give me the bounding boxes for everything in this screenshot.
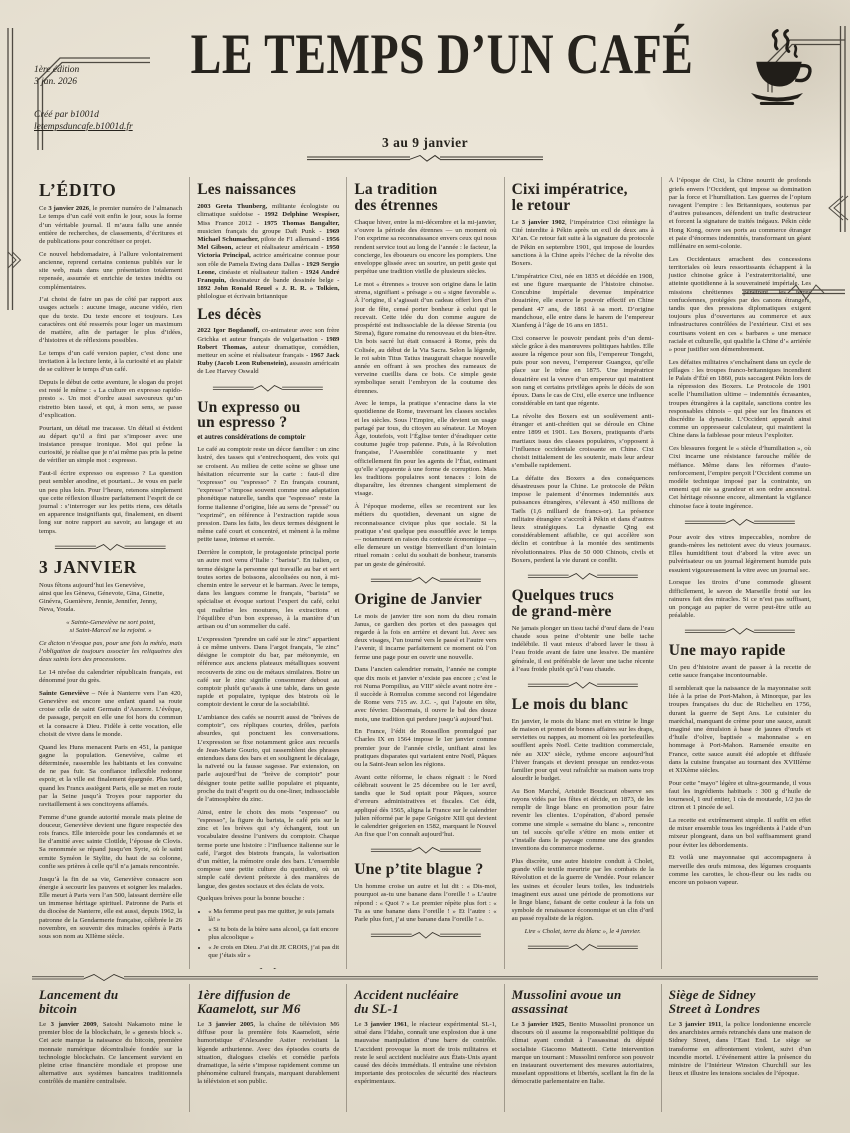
article-origine-janvier (354, 592, 496, 840)
article-heading: Siège de Sidney Street à Londres (668, 987, 761, 1017)
paragraph: Le 3 janvier 1961, le réacteur expérimental SL-1, situé dans l’Idaho, connaît une explosion due à une mauvaise manipulation d’une barre de contrôle. L’accident provoque la mort de trois militaires et reste le seul accident nucléaire aux États-Unis ayant causé des décès immédiats. Il entraîne une révision importante des protocoles de sécurité des réacteurs expérimentaux. (354, 1020, 497, 1086)
paragraph: L’impératrice Cixi, née en 1835 et décédée en 1908, est une figure marquante de l’histoire chinoise. Concubine impériale devenue impératrice douairière, elle exerce le pouvoir effectif en Chine pendant 47 ans, de 1861 à sa mort. D’origine mandchoue, elle entre dans le harem de l’empereur Xianfeng à l’âge de 16 ans en 1851. (511, 272, 654, 329)
zigzag-divider-ornament (211, 967, 325, 969)
paragraph: Au Bon Marché, Aristide Boucicaut observe ses rayons vidés par les fêtes et décide, en 1873, de les remplir de linge blanc en promotion pour faire revenir les clientes. L’opération, d’abord pensée comme une simple « semaine du blanc », rencontre un tel succès qu’elle s’étire en mois entier et s’installe dans le paysage comme une des grandes inventions du commerce moderne. (511, 787, 654, 853)
paragraph: Chaque hiver, entre la mi-décembre et la mi-janvier, s’ouvre la période des étrennes — un moment où l’on exprime sa reconnaissance envers ceux qui nous rendent service tout au long de l’année : le facteur, la concierge, les éboueurs ou encore les pompiers. Une enveloppe glissée avec un sourire, un petit geste qui perpétue une tradition vieille de plusieurs siècles. (354, 218, 497, 276)
credit-line: Créé par b1001d (34, 109, 99, 120)
article-heading: Un expresso ou un espresso ? (197, 398, 301, 432)
paragraph: J’ai choisi de faire un pas de côté par rapport aux usages actuels : aucune image, aucune vidéo, rien que du texte. Du texte encore et toujours. Les caractères ont été resserrés pour loger un maximum de matière, afin de partager le plus d’idées, d’histoires et de réflexions possibles. (39, 296, 183, 345)
bottom-column-bitcoin (32, 984, 189, 1112)
article-trucs-grand-mere-suite (669, 534, 811, 621)
article-mayo-rapide (669, 643, 811, 887)
article-subtitle: et autres considérations de comptoir (197, 433, 306, 442)
article-heading: Origine de Janvier (354, 590, 482, 608)
paragraph: Le mot « étrennes » trouve son origine dans le latin strena, signifiant « présage » ou « signe favorable ». À l’origine, il s’agissait d’un cadeau offert lors d’un jour de fête, censé porter bonheur à celui qui le recevait. Cette idée du don comme augure de prospérité est indissociable de la déesse Strenia (ou Strena), figure romaine du renouveau et du bien-être. Un bois sacré lui était consacré à Rome, près du Colisée, au début de la Via Sacra. Selon la légende, le roi sabin Titus Tatius inaugurait chaque nouvelle année en offrant à ses proches des rameaux de verveine cueillis dans ce bois. Ce simple geste symbolique serait l’embryon de la coutume des étrennes. (354, 280, 497, 395)
article-heading: Accident nucléaire du SL-1 (354, 987, 459, 1017)
paragraph: En France, l’édit de Roussillon promulgué par Charles IX en 1564 impose le 1er janvier comme premier jour de l’année civile, unifiant ainsi les pratiques disparates qui variaient entre Noël, Pâques ou la Saint-Jean selon les régions. (354, 728, 497, 769)
paragraph: 2003 Greta Thunberg, militante écologiste ou climatique suédoise - 1992 Delphine Wespiser, Miss France 2012 - 1975 Thomas Bangalter, musicien français du groupe Daft Punk - 1969 Michael Schumacher, pilote de F1 allemand - 1956 Mel Gibson, acteur et réalisateur américain - 1950 Victoria Principal, actrice américaine connue pour son rôle de Pamela Ewing dans Dallas - 1929 Sergio Leone, cinéaste et réalisateur italien - 1924 André Franquin, dessinateur de bande dessinée belge - 1892 John Ronald Reuel « J. R. R. » Tolkien, philologue et écrivain britannique (197, 203, 340, 301)
bottom-column-sidney-street (661, 984, 818, 1112)
paragraph: Jusqu’à la fin de sa vie, Geneviève consacre son énergie à secourir les pauvres et soigner les malades. Elle meurt à Paris vers l’an 500, laissant derrière elle un immense héritage spirituel. Patronne de Paris et du diocèse de Nanterre, elle est aussi, depuis 1962, la patronne de la Gendarmerie française, célébrée le 26 novembre, en souvenir des miracles opérés à Paris sous son nom au XIIème siècle. (39, 875, 183, 940)
paragraph: Derrière le comptoir, le protagoniste principal porte un autre mot venu d’Italie : "barista". En italien, ce terme désigne la personne qui travaille au bar et sert toutes sortes de boissons, alcoolisées ou non, à mi-chemin entre le serveur et le barman. Avec le temps, dans les langues comme le français, "barista" se spécialise et évoque surtout l’expert du café, celui qui maîtrise les moutures, les extractions et l’équilibre d’un bon expresso, à la manière d’un artisan ou d’un sommelier du café. (197, 549, 340, 630)
paragraph: Dans l’ancien calendrier romain, l’année ne compte que dix mois et janvier n’existe pas encore ; c’est le roi Numa Pompilius, au VIIIᵉ siècle avant notre ère - il succède à Romulus comme second roi légendaire de Rome vers 715 av. J.C. -, qui l’ajoute en tête, avec février. Désormais, il ouvre le bal des douze mois, une tradition qui perdure jusqu’à aujourd’hui. (354, 666, 497, 723)
article-edito (39, 182, 182, 535)
article-heading: Une p’tite blague ? (354, 861, 484, 879)
paragraph: Sainte Geneviève – Née à Nanterre vers l’an 420, Geneviève est encore une enfant quand sa route croise celle de saint Germain d’Auxerre. L’évêque, de passage, perçoit en elle une foi hors du commun et la consacre à Dieu. Fidèle à cette vocation, elle choisit de vivre dans le monde. (39, 689, 183, 738)
article-heading: La tradition des étrennes (354, 181, 438, 215)
article-heading: 3 JANVIER (39, 556, 138, 577)
paragraph: Le café au comptoir reste un décor familier : un zinc lustré, des tasses qui s’entrechoquent, des voix qui se croisent. Au milieu de cette scène se glisse une hésitation récurrente sur la carte : faut-il dire "expresso" ou "espresso" ? En français courant, "expresso" s’impose souvent comme une adaptation phonétique naturelle, tandis que "espresso" reste la forme italienne d’origine, liée au sens de "pressé" ou "exprimé", en référence à l’extraction rapide sous pression. Dans les faits, les deux termes désignent le même café court et concentré, et mènent à la même petite tasse, intense et serrée. (197, 446, 340, 544)
website-link[interactable]: letempsduncafe.b1001d.fr (34, 122, 133, 133)
issue-date-range: 3 au 9 janvier (381, 135, 469, 151)
bullet-item: • « Ma femme peut pas me quitter, je suis jamais là! » (208, 908, 339, 924)
paragraph: Ne jamais plonger un tissu taché d’œuf dans de l’eau chaude sous peine d’obtenir une belle tache indélébile. Il vaut mieux d’abord laver le tissu à l’eau froide avant de faire une lessive. De manière générale, il est préférable de laver une tache récente à l’eau froide plutôt qu’à l’eau chaude. (511, 624, 654, 673)
paragraph: Ainsi, entre le choix des mots "expresso" ou "espresso", la figure du barista, le café pris sur le zinc et les brèves qui s’y échangent, tout un vocabulaire dessine l’univers du comptoir. Chaque terme porte une histoire : l’influence italienne sur le café, l’argot des bistrots français, la valorisation d’un métier, la mémoire orale des bars. L’ensemble compose une petite culture du quotidien, où un simple café devient prétexte à des manières de langue, des gestes sociaux et des éclats de voix. (197, 808, 340, 890)
zigzag-divider-ornament (369, 846, 483, 855)
paragraph: Le 3 janvier 1925, Benito Mussolini prononce un discours où il assume la responsabilité politique du climat ayant conduit à l’assassinat du député socialiste Giacomo Matteotti. Cette intervention marque un tournant : Mussolini renforce son pouvoir en instaurant ouvertement des mesures autoritaires, muselant oppositions et libertés, scellant la fin de la démocratie parlementaire en Italie. (511, 1020, 654, 1086)
bottom-column-kaamelott (189, 984, 346, 1112)
article-sl1 (354, 988, 496, 1086)
article-etrennes (354, 182, 496, 568)
paragraph: Ce 3 janvier 2026, le premier numéro de l’almanach Le temps d’un café voit enfin le jour, sous la forme d’un véritable journal. Il m’aura fallu une année entière de recherches, de classements, d’écritures et de publications pour concrétiser ce projet. (39, 205, 183, 246)
paragraph: À l’époque moderne, elles se recentrent sur les métiers du quotidien, devenant un signe de reconnaissance civique plus que sociale. Si la pratique s’est quelque peu essoufflée avec le temps — notamment en raison du contexte économique —, elle demeure un vestige bienveillant d’un lointain rituel romain : celui du souhait de bonheur, transmis par un geste de générosité. (354, 503, 497, 568)
article-heading: Cixi impératrice, le retour (511, 181, 628, 215)
edition-date: 3 jan. 2026 (34, 77, 78, 88)
paragraph: Quand les Huns menacent Paris en 451, la panique gagne la population. Geneviève, calme et déterminée, rassemble les habitants et les convainc de ne pas fuir. Sa confiance inflexible redonne espoir, et la ville est finalement épargnée. Plus tard, quand les Francs assiègent Paris, elle se met en route par la Seine jusqu’à Troyes pour rapporter du ravitaillement à ses concitoyens affamés. (39, 743, 183, 808)
paragraph: « Sainte-Geneviève ne sort point, si Saint-Marcel ne la rejoint. » (66, 618, 156, 635)
article-heading: Le mois du blanc (511, 695, 629, 713)
article-blague (354, 862, 496, 924)
bottom-column-sl1 (346, 984, 503, 1112)
article-heading: Mussolini avoue un assassinat (511, 987, 622, 1017)
article-3-janvier (39, 556, 183, 941)
paragraph: Pour avoir des vitres impeccables, nombre de grands-mères les nettoient avec du vieux journaux. Elles humidifient tout d’abord la vitre avec un pulvérisateur ou un journal légèrement humide puis essuient vigoureusement la vitre avec un journal sec. (668, 533, 811, 574)
coffee-cup-icon (738, 28, 816, 109)
paragraph: Un peu d’histoire avant de passer à la recette de cette sauce française incontournable. (668, 664, 811, 680)
bottom-column-mussolini (504, 984, 661, 1112)
bottom-articles (32, 984, 818, 1112)
article-bitcoin (39, 988, 182, 1086)
article-heading: Quelques trucs de grand-mère (511, 587, 614, 620)
paragraph: Ce nouvel hebdomadaire, à l’allure volontairement ancienne, reprend certains contenus publiés sur le site web, mais dans une présentation totalement repensée, assumée et enrichie de textes inédits ou complémentaires. (39, 250, 183, 291)
zigzag-divider-ornament (211, 384, 325, 393)
bullet-item: • « Si tu bois de la bière sans alcool, ça fait encore plus alcoolique » (208, 926, 339, 942)
paragraph: Pourtant, un détail me tracasse. Un détail si évident au départ qu’il a fini par s’imposer avec une insistance presque ironique. Moi qui prône la curiosité, je réalise que je n’ai même pas pris la peine de vérifier un simple mot : expresso. (39, 424, 183, 465)
paragraph: Avec le temps, la pratique s’enracine dans la vie quotidienne de Rome, traversant les classes sociales et les siècles. Sous l’Empire, elle devient un usage partagé par tous, du citoyen au sénateur. Le Moyen Âge, toutefois, voit l’Église tenter d’éradiquer cette coutume jugée trop païenne. Puis, à la Révolution française, l’Assemblée constituante y met officiellement fin pour les agents de l’État, estimant qu’elle s’apparente à une forme de corruption. Mais les traditions populaires sont tenaces : loin de disparaître, les étrennes changent simplement de visage. (354, 400, 497, 498)
paragraph: Les défaites militaires s’enchaînent dans un cycle de pillages : les troupes franco-britanniques incendient le Palais d’Été en 1860, puis saccagent Pékin lors de la répression des Boxers. Le Protocole de 1901 scelle l’humiliation ultime – indemnités écrasantes, troupes étrangères à la capitale, sanctions contre les responsables chinois – qui pèse sur les finances et discrédite la dynastie. L’Occident apparaît ainsi comme un oppresseur calculateur, qui maintient la Chine dans la faiblesse pour mieux l’exploiter. (668, 358, 811, 440)
main-columns (32, 177, 818, 969)
zigzag-divider-ornament (369, 931, 483, 940)
column-4 (504, 177, 661, 969)
paragraph: Le 3 janvier 2005, la chaîne de télévision M6 diffuse pour la première fois Kaamelott, série humoristique d’Alexandre Astier revisitant la légende arthurienne. Avec des épisodes courts de situation, dialogues ciselés et comédie parfois dramatique, la série s’impose rapidement comme un phénomène culturel français, marquant durablement la télévision et son public. (197, 1020, 340, 1086)
column-1 (32, 177, 189, 969)
edition-label: 1ère édition (34, 65, 80, 75)
article-deces (197, 307, 339, 377)
bullet-list (199, 908, 339, 960)
paragraph: Il semblerait que la naissance de la mayonnaise soit liée à la prise de Port-Mahon, à Minorque, par les troupes françaises du duc de Richelieu en 1756, durant la guerre de Sept Ans. Le cuisinier du maréchal, manquant de crème pour une sauce, aurait imaginé une émulsion à base de jaunes d’œufs et d’huile d’olive, baptisée « mahonnaise » en hommage à Port-Mahon. Ramenée ensuite en France, cette sauce aurait été adoptée et diffusée dans la cuisine française au tournant des XVIIIème et XIXème siècles. (668, 685, 811, 775)
paragraph: À l’époque de Cixi, la Chine nourrit de profonds griefs envers l’Occident, qui impose sa domination par la force et l’humiliation. Les guerres de l’opium ravagent l’empire : les Britanniques, soutenus par d’autres puissances, défendent un trafic destructeur et forcent la signature de traités inégaux. Pékin cède Hong Kong, ouvre ses ports au commerce étranger et paie d’énormes indemnités, transformant un géant millénaire en semi-colonie. (668, 177, 811, 250)
article-heading: Les naissances (197, 181, 297, 199)
article-heading: Lancement du bitcoin (39, 987, 119, 1017)
column-2 (189, 177, 346, 969)
zigzag-divider-ornament (683, 627, 797, 636)
paragraph: Un homme croise un autre et lui dit : « Dis-moi, pourquoi as-tu une banane dans l’oreille ! » L’autre répond : « Quoi ? » Le premier répète plus fort : « Tu as une banane dans l’oreille ! » Et l’autre : « Parle plus fort, j’ai une banane dans l’oreille ! ». (354, 883, 497, 923)
masthead-divider-ornament (305, 154, 545, 163)
newspaper-title: LE TEMPS D’UN CAFÉ (190, 22, 694, 86)
paragraph: Lorsque les tiroirs d’une commode glissent difficilement, le savon de Marseille frotté sur les rainures fait des miracles. Si ce n’est pas suffisant, un ponçage au papier de verre peut-être utile au préalable. (668, 579, 811, 620)
paragraph: Plus discrète, une autre histoire conduit à Cholet, grande ville textile meurtrie par les combats de la Révolution et de la guerre de Vendée. Pour relancer les usines et écouler leurs toiles, les industriels imaginent eux aussi une période de promotions sur le linge blanc, faisant de cette couleur à la fois un symbole de renaissance économique et un clin d’œil au passé royaliste de la région. (511, 857, 654, 923)
article-heading: 1ère diffusion de Kaamelott, sur M6 (197, 987, 301, 1017)
paragraph: L’expression "prendre un café sur le zinc" appartient à ce même univers. Dans l’argot français, "le zinc" désigne le comptoir du bar, par métonymie, en référence aux anciens plateaux métalliques souvent recouverts de zinc ou de métaux similaires. Boire un café sur le zinc signifie consommer debout au comptoir plutôt qu’assis à une table, dans un geste rapide et populaire, typique des bistrots où le comptoir devient le cœur de la sociabilité. (197, 635, 340, 709)
zigzag-divider-ornament (526, 943, 640, 952)
paragraph: La défaite des Boxers a des conséquences désastreuses pour la Chine. Le protocole de Pékin impose le paiement d’énormes indemnités aux puissances étrangères, s’élevant à 450 millions de Taëls (1,6 milliard de francs-or). La présence militaire étrangère s’accroît à Pékin et dans d’autres lieux stratégiques. La dynastie Qing est considérablement affaiblie, ce qui accélère son déclin et contribue à la montée des sentiments révolutionnaires. Plus de 50 000 Chinois, civils et Boxers, perdent la vie durant ce conflit. (511, 474, 654, 564)
zigzag-divider-ornament (683, 518, 797, 527)
article-heading: L’ÉDITO (39, 180, 117, 201)
edition-block (34, 26, 146, 133)
paragraph: Quelques brèves pour la bonne bouche : (197, 895, 305, 903)
zigzag-divider-ornament (369, 576, 483, 585)
bullet-item: • « Je crois en Dieu. J’ai dit JE CROIS, j’ai pas dit que j’étais sûr » (208, 944, 339, 960)
paragraph: Lire « Cholet, terre du blanc », le 4 janvier. (524, 928, 641, 936)
zigzag-divider-ornament (526, 572, 640, 581)
paragraph: En janvier, le mois du blanc met en vitrine le linge de maison et promet de bonnes affaires sur les draps, serviettes ou nappes, au moment où les portefeuilles soufflent après Noël. Cette tradition commerciale, née au XIXᵉ siècle, rythme encore aujourd’hui l’hiver français et devient presque un rendez-vous familier pour qui veut rafraîchir sa maison sans trop alourdir le budget. (511, 717, 654, 783)
article-naissances (197, 182, 339, 301)
paragraph: Femme d’une grande autorité morale mais pleine de douceur, Geneviève devient une figure respectée des rois francs. Elle intercède pour les condamnés et se lie d’amitié avec sainte Clotilde, l’épouse de Clovis. Sa renommée se répand jusqu’en Syrie, où le saint ermite Syméon le Stylite, du haut de sa colonne, confie ses prières à celle qu’il n’a jamais rencontrée. (39, 813, 183, 870)
paragraph: 2022 Igor Bogdanoff, co-animateur avec son frère Grichka et auteur français de vulgarisation - 1989 Robert Thomas, auteur dramatique, comédien, metteur en scène et réalisateur français - 1967 Jack Ruby (Jacob Leon Rubenstein), assassin américain de Lee Harvey Oswald (197, 327, 340, 376)
column-5 (661, 177, 818, 969)
paragraph: Ces blessures forgent le « siècle d’humiliation », où Cixi incarne une résistance farouche mêlée de méfiance. Même dans les réformes d’auto-renforcement, l’empire perçoit l’Occident comme un modèle technique imposé par la contrainte, un ennemi qui nie sa grandeur et son ordre ancestral. Cet héritage résonne encore, alimentant la vigilance chinoise face à toute ingérence. (668, 445, 811, 510)
paragraph: Avant cette réforme, le chaos régnait : le Nord célébrait souvent le 25 décembre ou le 1er avril, tandis que le Sud optait pour Pâques, source d’erreurs administratives et fiscales. Cet édit, appliqué dès 1565, aligna la France sur le calendrier julien réformé par le pape Grégoire XIII qui devient le calendrier grégorien en 1582, marquant le Nouvel An fixe que l’on connaît aujourd’hui. (354, 773, 497, 839)
zigzag-divider-ornament (526, 681, 640, 690)
article-mussolini (512, 988, 654, 1086)
paragraph: Cixi conserve le pouvoir pendant près d’un demi-siècle grâce à des manœuvres politiques habiles. Elle assure la régence pour son fils, l’empereur Tongzhi, puis pour son neveu, l’empereur Guangxu, qu’elle place sur le trône en 1875. Une impératrice douairière est la veuve d’un empereur qui maintient son rang et certains privilèges après le décès de son époux. Dans le cas de Cixi, elle exerce une influence considérable en tant que régente. (511, 334, 654, 408)
paragraph: Le mois de janvier tire son nom du dieu romain Janus, ce gardien des portes et des passages qui regarde à la fois en arrière et devant lui. Avec ses deux visages, l’un tourné vers le passé et l’autre vers l’avenir, il incarne parfaitement ce moment où l’on ferme une page pour en ouvrir une nouvelle. (354, 612, 497, 661)
masthead (0, 0, 850, 163)
article-mois-du-blanc (512, 697, 654, 936)
zigzag-divider-ornament (53, 543, 168, 552)
paragraph: Depuis le début de cette aventure, le slogan du projet est resté le même : « La culture en expresso rapido-presto ». Un mot d’ordre aussi savoureux qu’un ristretto bien tassé, et qui, à mon sens, se passe d’explication. (39, 379, 183, 419)
paragraph: Ce dicton n’évoque pas, pour une fois la météo, mais l’obligation de toujours associer les reliquaires des deux saints lors des processions. (39, 639, 183, 664)
paragraph: L’ambiance des cafés se nourrit aussi de "brèves de comptoir", ces répliques courtes, drôles, parfois absurdes, qui ponctuent les conversations. L’expression se fixe notamment grâce aux recueils de Jean-Marie Gourio, qui rassemblent des phrases entendues dans des bars et en soulignent le décalage, la naïveté ou la fausse sagesse. Par extension, on parle aujourd’hui de "brève de comptoir" pour désigner toute petite saillie populaire et piquante, proche du trait d’esprit ou du one-liner, indissociable de l’atmosphère du zinc. (197, 714, 340, 804)
paragraph: Pour cette "mayo" légère et ultra-gourmande, il vous faut les ingrédients habituels : 300 g d’huile de tournesol, 1 œuf entier, 1 càs de moutarde, 1/2 jus de citron et 1 pincée de sel. (668, 779, 811, 812)
column-3 (346, 177, 503, 969)
article-cixi (512, 182, 654, 565)
bottom-band-rule (32, 973, 818, 982)
article-trucs-grand-mere (512, 588, 654, 674)
paragraph: Le 3 janvier 1902, l’impératrice Cixi réintègre la Cité interdite à Pékin après un exil de deux ans à Xi’an. Ce retour fait suite à la signature du protocole de Pékin en septembre 1901, qui impose de lourdes sanctions à la Chine après l’échec de la révolte des Boxers. (511, 218, 654, 267)
paragraph: Le 14 nivôse du calendrier républicain français, est dénommé jour du grès. (39, 668, 183, 685)
paragraph: La recette est extrêmement simple. Il suffit en effet de mixer ensemble tous les ingrédients à l’aide d’un mixeur plongeant, dans un bol suffisamment grand pour éviter les débordements. (668, 817, 811, 849)
paragraph: Nous fêtons aujourd’hui les Geneviève, ainsi que les Gèneva, Génevote, Gina, Ginette, Ginévra, Guenièvre, Jennie, Jennifer, Jenny, Neva, Youda. (39, 581, 165, 614)
paragraph: Faut-il écrire expresso ou espresso ? La question peut sembler anodine, et pourtant... Je vous en parle un peu plus loin. Pour l’heure, retenons simplement que cette réflexion illustre parfaitement l’esprit de ce journal : s’interroger sur les petits riens, ces détails en apparence insignifiants qui, finalement, en disent long sur notre rapport au savoir, au langage et au temps. (39, 470, 183, 535)
paragraph: La révolte des Boxers est un soulèvement anti-étranger et anti-chrétien qui se déroule en Chine entre 1899 et 1901. Les Boxers, pratiquants d’arts martiaux issus des classes populaires, s’opposent à l’influence occidentale croissante en Chine. Cixi choisit initialement de les soutenir, mais leur ardeur s’emballe rapidement. (511, 412, 654, 470)
article-sidney-street (669, 988, 811, 1078)
article-heading: Les décès (197, 305, 262, 323)
article-kaamelott (197, 988, 339, 1086)
paragraph: Le 3 janvier 2009, Satoshi Nakamoto mine le premier bloc de la blockchain, le « genesis block ». Cet acte marque la naissance du bitcoin, première monnaie numérique décentralisée fondée sur la technologie blockchain. Ce lancement survient en pleine crise financière mondiale et propose une alternative aux systèmes bancaires traditionnels contrôlés de manière centralisée. (39, 1020, 183, 1086)
article-cixi-suite (669, 177, 811, 510)
paragraph: Le temps d’un café version papier, c’est donc une invitation à la lecture lente, à la curiosité et au plaisir de se cultiver le temps d’un café. (39, 349, 183, 374)
paragraph: Et voilà une mayonnaise qui accompagnera à merveille des œufs mimosa, des légumes croquants comme les carottes, le chou-fleur ou les radis ou encore un poisson vapeur. (668, 854, 811, 886)
paragraph: Le 3 janvier 1911, la police londonienne encercle des anarchistes armés retranchés dans une maison de Sidney Street, dans l’East End. Le siège se transforme en affrontement violent, suivi d’un incendie mortel. L’événement attire la présence du ministre de l’Intérieur Winston Churchill sur les lieux et illustre les tensions sociales de l’époque. (668, 1020, 811, 1078)
article-expresso (197, 400, 339, 961)
article-heading: Une mayo rapide (668, 642, 786, 660)
paragraph: Les Occidentaux arrachent des concessions territoriales où leurs ressortissants échappent à la justice chinoise grâce à l’extraterritorialité, une atteinte quotidienne à la souveraineté impériale. Les missions chrétiennes pénètrent les terres confucéennes, protégées par des canons étrangers, tandis que des pressions diplomatiques exigent toujours plus d’ouvertures au commerce et aux infrastructures contrôlées de l’extérieur. Cixi et ses courtisans voient en ces « barbares » une menace raciale et culturelle, qui qualifie la Chine d’« arriérée » pour justifier son démembrement. (668, 255, 811, 353)
